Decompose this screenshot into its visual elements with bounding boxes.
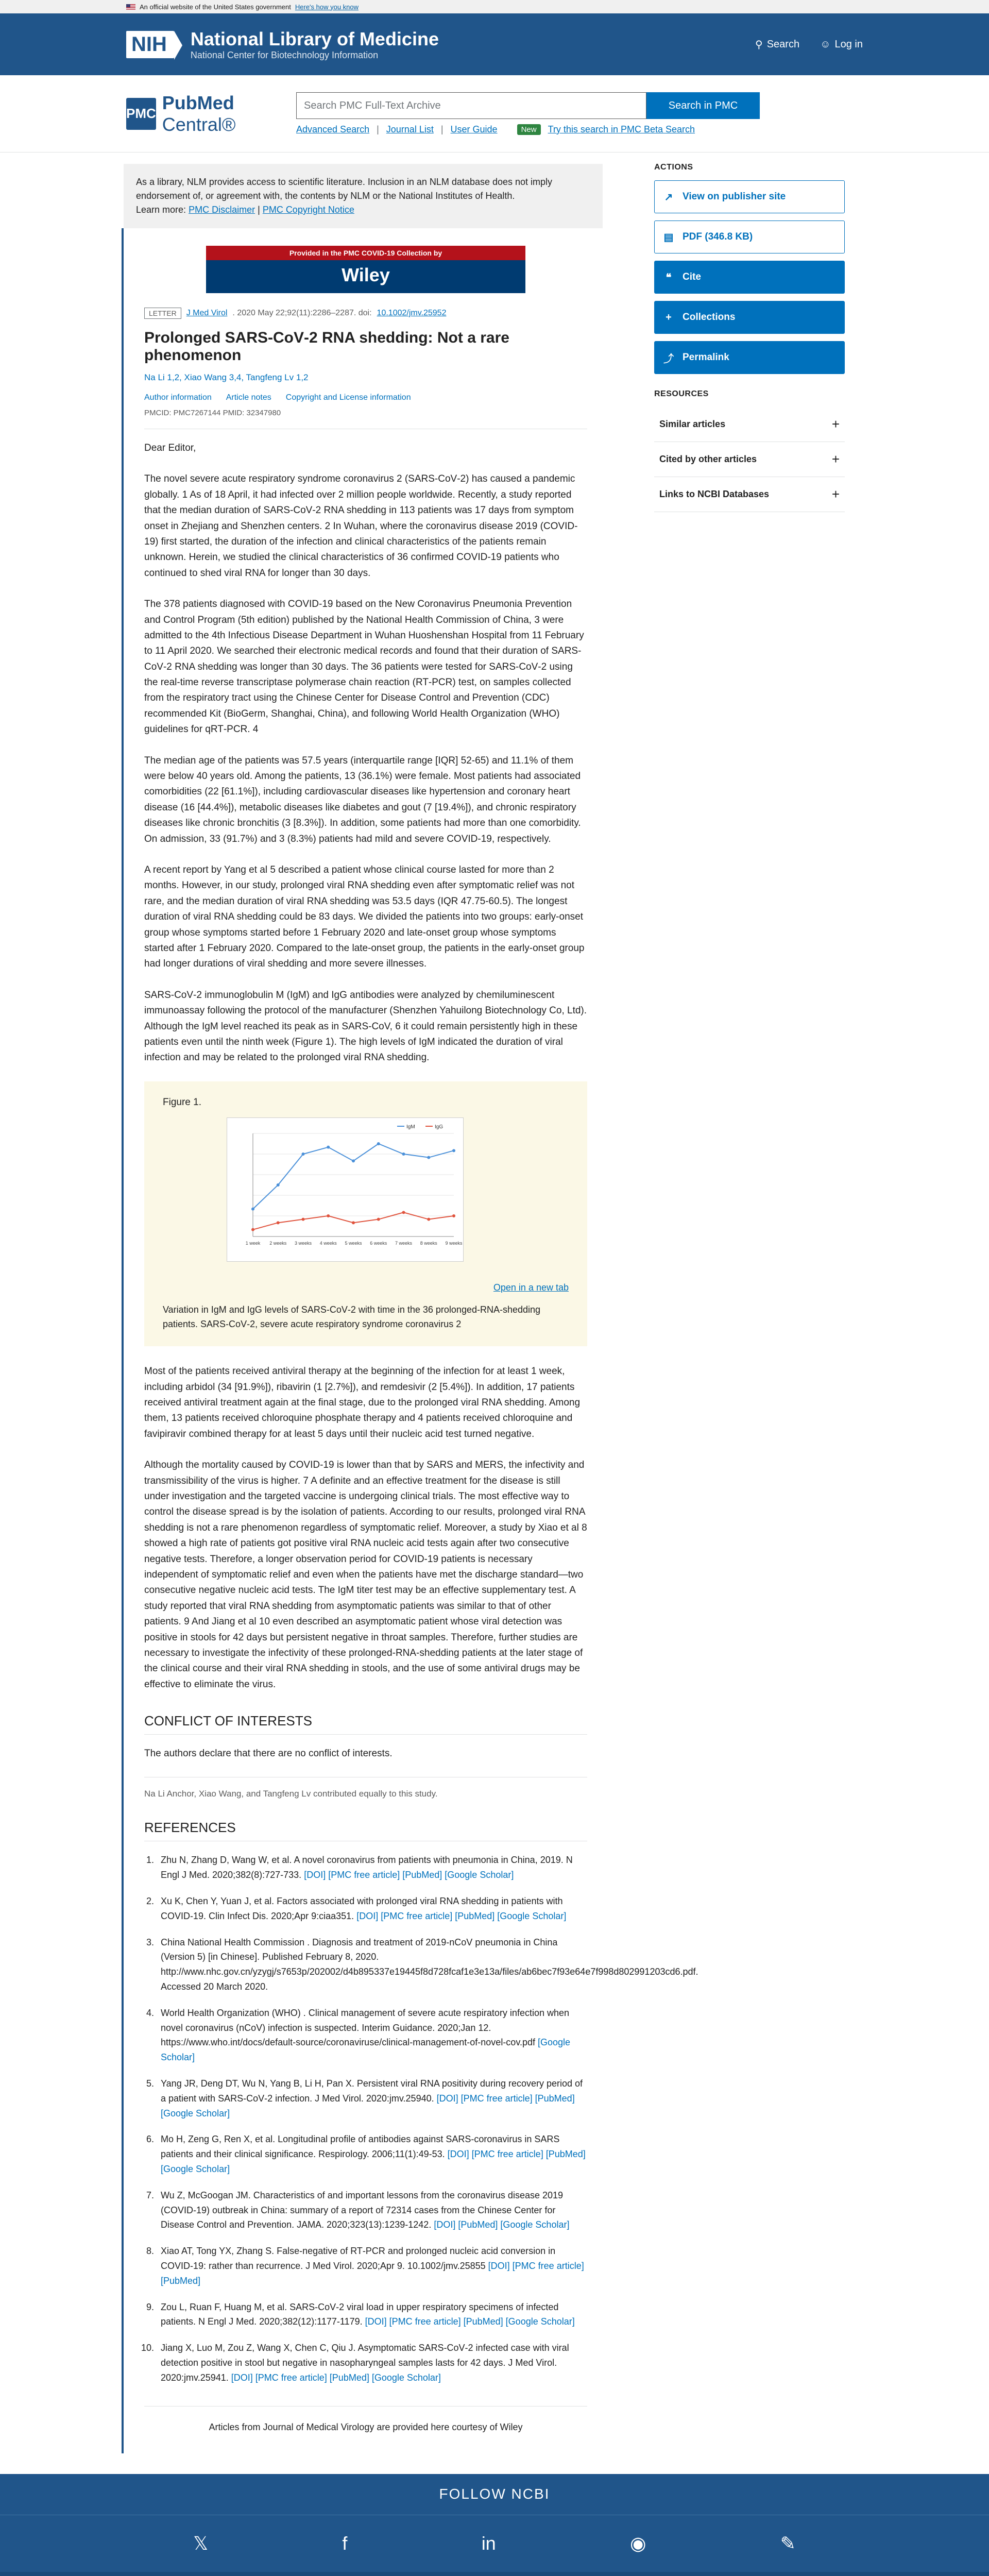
pdf-label: PDF (346.8 KB) [683, 231, 753, 242]
chart-point-IgM [352, 1159, 355, 1162]
citation-text: . 2020 May 22;92(11):2286–2287. doi: [232, 309, 372, 317]
view-publisher-button[interactable] [654, 180, 845, 213]
chart-legend-label: IgM [406, 1124, 415, 1130]
header-search-label: Search [766, 38, 800, 50]
chart-x-tick-label: 3 weeks [294, 1240, 312, 1246]
article-type-tag: LETTER [144, 308, 181, 319]
gov-banner-text: An official website of the United States government [140, 3, 291, 11]
chart-point-IgM [327, 1145, 330, 1148]
cited-by-label: Cited by other articles [659, 454, 757, 464]
pmc-disclaimer-link[interactable]: PMC Disclaimer [189, 205, 255, 215]
reference-text: China National Health Commission . Diagnosis and treatment of 2019‐nCoV pneumonia in China (Version 5) [in Chinese]. Published February 8, 2020. http://www.nhc.gov.cn/yzygj/s7653p/202002/d4b895337e19445f8d728fcaf1e3e13a/files/ab6bec7f93e64e7f998d802991203cd6.pdf. Accessed 20 March 2020. [161, 1937, 698, 1992]
reference-item [157, 2006, 587, 2065]
reference-item [157, 1894, 587, 1924]
chart-series-line-IgM [253, 1144, 454, 1209]
reference-item [157, 2300, 587, 2330]
chart-x-tick-label: 2 weeks [269, 1240, 287, 1246]
ncbi-links-label: Links to NCBI Databases [659, 489, 770, 499]
x-icon[interactable]: 𝕏 [193, 2532, 209, 2554]
chart-point-IgM [251, 1207, 254, 1210]
reference-text: Xu K, Chen Y, Yuan J, et al. Factors associated with prolonged viral RNA shedding in patients with COVID‐19. Clin Infect Dis. 2020;Apr 9:ciaa351. [161, 1896, 563, 1921]
reference-links[interactable]: [DOI] [PMC free article] [PubMed] [Google Scholar] [356, 1910, 567, 1921]
publisher-banner[interactable] [206, 246, 525, 293]
sidebar [654, 152, 845, 2453]
publisher-name: Wiley [342, 264, 390, 285]
permalink-button[interactable] [654, 341, 845, 374]
cite-label: Cite [683, 272, 701, 282]
view-publisher-label: View on publisher site [683, 191, 786, 202]
paragraph-4: A recent report by Yang et al 5 described a patient whose clinical course lasted for more than 2 months. However, in our study, prolonged viral RNA shedding even after symptomatic relief was not rare, and the median duration of viral RNA shedding was 53.5 days (IQR 47.75‐60.5). The longest duration of viral RNA shedding could be 83 days. We divided the patients into two groups: early‐onset group whose symptoms started before 1 February 2020 and late‐onset group whose symptoms started after 1 February 2020. Compared to the late‐onset group, the patients in the early‐onset group had longer durations of viral shedding and more severe illnesses. [144, 864, 585, 970]
coi-text: The authors declare that there are no conflict of interests. [144, 1748, 393, 1759]
user-guide-link[interactable]: User Guide [450, 124, 498, 134]
nlm-subtitle: National Center for Biotechnology Information [190, 49, 379, 60]
journal-link[interactable]: J Med Virol [186, 309, 228, 317]
reference-text: Mo H, Zeng G, Ren X, et al. Longitudinal profile of antibodies against SARS‐coronavirus in SARS patients and their clinical significance. Respirology. 2006;11(1):49‐53. [161, 2134, 560, 2160]
reference-item [157, 2132, 587, 2176]
reference-item [157, 1935, 698, 1994]
author-list[interactable]: Na Li 1,2, Xiao Wang 3,4, Tangfeng Lv 1,2 [144, 372, 309, 382]
reference-links[interactable]: [DOI] [PMC free article] [PubMed] [Google Scholar] [161, 2149, 586, 2175]
reference-links[interactable]: [DOI] [PMC free article] [PubMed] [161, 2261, 584, 2286]
paragraph-2: The 378 patients diagnosed with COVID‐19 based on the New Coronavirus Pneumonia Prevention and Control Program (5th edition) published by the National Health Commission of China, 3 were admitted to the 4th Infectious Disease Department in Wuhan Huoshenshan Hospital from 11 February to 11 April 2020. We searched their electronic medical records and found that their duration of SARS‐CoV‐2 RNA shedding was longer than 30 days. The 36 patients were tested for SARS‐CoV‐2 using the real‐time reverse transcriptase polymerase chain reaction (RT‐PCR) test, on samples collected from the respiratory tract using the Chinese Center for Disease Control and Prevention (CDC) recommended Kit (BioGerm, Shanghai, China), and following World Health Organization (WHO) guidelines for qRT‐PCR. 4 [144, 599, 584, 735]
facebook-icon[interactable]: f [342, 2532, 348, 2554]
courtesy-note: Articles from Journal of Medical Virology are provided here courtesy of Wiley [144, 2406, 587, 2453]
login-label: Log in [834, 38, 863, 50]
resources-heading: RESOURCES [654, 389, 709, 398]
chart-point-IgG [452, 1214, 455, 1217]
reference-text: Yang JR, Deng DT, Wu N, Yang B, Li H, Pan X. Persistent viral RNA positivity during recovery period of a patient with SARS‐CoV‐2 infection. J Med Virol. 2020:jmv.25940. [161, 2078, 583, 2104]
linkedin-icon[interactable]: in [481, 2532, 496, 2554]
ncbi-links-toggle[interactable] [654, 477, 845, 512]
us-flag-icon [126, 4, 135, 10]
collections-label: Collections [683, 312, 736, 323]
advanced-search-link[interactable]: Advanced Search [296, 124, 370, 134]
actions-heading: ACTIONS [654, 163, 693, 172]
pmc-badge: PMC [126, 98, 156, 130]
salutation: Dear Editor, [144, 443, 196, 453]
beta-search-link[interactable]: Try this search in PMC Beta Search [548, 124, 695, 134]
search-icon: ⚲ [755, 39, 763, 50]
plus-icon: + [831, 451, 840, 467]
article-notes-toggle[interactable]: Article notes [226, 393, 271, 402]
reference-links[interactable]: [DOI] [PMC free article] [PubMed] [Google Scholar] [304, 1870, 514, 1880]
chart-x-tick-label: 6 weeks [370, 1240, 387, 1246]
pdf-icon: ▤ [663, 231, 674, 243]
similar-articles-label: Similar articles [659, 419, 726, 429]
paragraph-3: The median age of the patients was 57.5 years (interquartile range [IQR] 52‐65) and 11.1% of them were below 40 years old. Among the patients, 13 (36.1%) were female. Most patients had associated comorbidities (22 [61.1%]), including cardiovascular diseases like hypertension and coronary heart disease (16 [44.4%]), metabolic diseases like diabetes and gout (7 [19.4%]), and chronic respiratory diseases like chronic bronchitis (3 [8.3%]). In addition, some patients had more than one comorbidity. On admission, 33 (91.7%) and 3 (8.3%) patients had mild and severe COVID‐19, respectively. [144, 755, 581, 844]
chart-legend-label: IgG [435, 1124, 444, 1130]
cited-by-toggle[interactable] [654, 442, 845, 477]
chart-point-IgM [452, 1149, 455, 1152]
follow-ncbi-section [0, 2474, 989, 2572]
journal-list-link[interactable]: Journal List [386, 124, 434, 134]
figure-1 [144, 1081, 587, 1347]
learn-more-label: Learn more: [136, 205, 186, 215]
cite-button[interactable] [654, 261, 845, 294]
publisher-banner-top: Provided in the PMC COVID-19 Collection by [206, 246, 525, 260]
chart-point-IgG [352, 1221, 355, 1224]
figure-chart [227, 1118, 464, 1262]
contribution-note: Na Li Anchor, Xiao Wang, and Tangfeng Lv contributed equally to this study. [144, 1789, 438, 1799]
doi-link[interactable]: 10.1002/jmv.25952 [377, 309, 447, 317]
chart-x-tick-label: 1 week [245, 1240, 261, 1246]
chart-series-line-IgG [253, 1212, 454, 1229]
article-ids: PMCID: PMC7267144 PMID: 32347980 [144, 409, 281, 417]
login-button[interactable] [820, 38, 863, 51]
permalink-label: Permalink [683, 352, 729, 363]
reference-text: Zhu N, Zhang D, Wang W, et al. A novel coronavirus from patients with pneumonia in China, 2019. N Engl J Med. 2020;382(8):727‐733. [161, 1855, 573, 1880]
chart-x-tick-label: 9 weeks [445, 1240, 463, 1246]
chart-point-IgG [277, 1221, 280, 1224]
copyright-toggle[interactable]: Copyright and License information [285, 393, 411, 402]
nlm-header [0, 13, 989, 75]
chart-x-tick-label: 8 weeks [420, 1240, 437, 1246]
reference-links[interactable]: [DOI] [PMC free article] [PubMed] [Google Scholar] [365, 2316, 575, 2327]
reference-links[interactable]: [DOI] [PubMed] [Google Scholar] [434, 2219, 570, 2230]
author-info-toggle[interactable]: Author information [144, 393, 212, 402]
chart-point-IgG [327, 1214, 330, 1217]
reference-links[interactable]: [DOI] [PMC free article] [PubMed] [Google Scholar] [231, 2372, 441, 2383]
footer-links [0, 2572, 989, 2576]
reference-links[interactable]: [DOI] [PMC free article] [PubMed] [Google Scholar] [161, 2093, 575, 2119]
chart-point-IgG [302, 1217, 305, 1221]
reference-list [144, 1853, 698, 2385]
article-title: Prolonged SARS‐CoV‐2 RNA shedding: Not a rare phenomenon [144, 329, 509, 364]
reference-text: Jiang X, Luo M, Zou Z, Wang X, Chen C, Qiu J. Asymptomatic SARS‐CoV‐2 infected case with viral detection positive in stool but negative in nasopharyngeal samples lasts for 42 days. J Med Virol. 2020:jmv.25941. [161, 2343, 569, 2383]
reference-text: Wu Z, McGoogan JM. Characteristics of and important lessons from the coronavirus disease 2019 (COVID‐19) outbreak in China: summary of a report of 72314 cases from the Chinese Center for Disease Control and Prevention. JAMA. 2020;323(13):1239‐1242. [161, 2190, 564, 2230]
chart-point-IgM [277, 1183, 280, 1187]
chart-point-IgM [427, 1156, 430, 1159]
blog-icon[interactable]: ✎ [780, 2532, 796, 2554]
pmc-logo[interactable] [126, 92, 296, 135]
new-badge: New [517, 124, 541, 135]
reference-text: Zou L, Ruan F, Huang M, et al. SARS‐CoV‐2 viral load in upper respiratory specimens of infected patients. N Engl J Med. 2020;382(12):1177‐1179. [161, 2301, 559, 2327]
pmc-search-input[interactable]: Search PMC Full-Text Archive [296, 92, 646, 119]
pmc-search-button[interactable]: Search in PMC [646, 92, 760, 119]
chart-x-tick-label: 5 weeks [345, 1240, 362, 1246]
gov-banner [0, 0, 989, 13]
nlm-logo[interactable] [126, 28, 439, 61]
references-heading: REFERENCES [144, 1820, 587, 1841]
reference-item [157, 2076, 587, 2121]
nlm-title: National Library of Medicine [190, 28, 439, 49]
nih-logo: NIH [126, 31, 174, 58]
reference-text: Xiao AT, Tong YX, Zhang S. False‐negative of RT‐PCR and prolonged nucleic acid conversion in COVID‐19: rather than recurrence. J Med Virol. 2020;Apr 9. 10.1002/jmv.25855 [161, 2246, 556, 2271]
pmc-name-b: Central® [162, 113, 236, 135]
github-icon[interactable]: ◉ [629, 2532, 646, 2554]
reference-text: World Health Organization (WHO) . Clinical management of severe acute respiratory infection when novel coronavirus (nCoV) infection is suspected. Interim Guidance. 2020;Jan 12. https://www.who.int/docs/default-source/coronaviruse/clinical-management-of-novel-cov.pdf [161, 2007, 570, 2048]
chart-x-tick-label: 7 weeks [395, 1240, 413, 1246]
reference-item [157, 1853, 587, 1883]
disclaimer [124, 164, 603, 228]
paragraph-1: The novel severe acute respiratory syndrome coronavirus 2 (SARS‐CoV‐2) has caused a pandemic globally. 1 As of 18 April, it had infected over 2 million people worldwide. Recently, a study reported that the median duration of SARS‐CoV‐2 RNA shedding in 113 patients was 17 days from symptom onset in Zhejiang and Shenzhen centers. 2 In Wuhan, where the coronavirus disease 2019 (COVID‐19) first started, the duration of the infection and clinical characteristics of the patients remain unknown. Herein, we studied the clinical characteristics of 36 confirmed COVID‐19 patients who continued to shed viral RNA for longer than 30 days. [144, 473, 578, 579]
pdf-button[interactable] [654, 221, 845, 253]
reference-item [157, 2244, 587, 2288]
share-icon: ⤴ [663, 353, 674, 365]
coi-heading: CONFLICT OF INTERESTS [144, 1713, 587, 1735]
reference-item [157, 2188, 587, 2232]
quote-icon: ❝ [666, 272, 672, 283]
header-search-button[interactable] [755, 38, 799, 51]
citation-line [144, 308, 587, 319]
chart-point-IgG [251, 1228, 254, 1231]
disclaimer-separator: | [258, 205, 260, 215]
chart-x-tick-label: 4 weeks [319, 1240, 337, 1246]
pmc-copyright-link[interactable]: PMC Copyright Notice [262, 205, 354, 215]
plus-icon: + [666, 311, 672, 323]
paragraph-5: SARS‐CoV‐2 immunoglobulin M (IgM) and IgG antibodies were analyzed by chemiluminescent immunoassay following the protocol of the manufacturer (Shenzhen Yahuilong Biotechnology Co, Ltd). Although the IgM level reached its peak as in SARS‐CoV, 6 it could remain persistently high in these patients even until the ninth week (Figure 1). The high levels of IgM indicated the duration of viral infection and may be related to the prolonged viral RNA shedding. [144, 989, 587, 1063]
figure-title: Figure 1. [163, 1096, 201, 1108]
reference-links[interactable]: [Google Scholar] [161, 2037, 571, 2063]
chart-point-IgM [402, 1153, 405, 1156]
reference-item [157, 2341, 587, 2385]
open-figure-link[interactable]: Open in a new tab [493, 1282, 569, 1293]
external-link-icon: ↗ [664, 191, 673, 203]
pmc-name-a: PubMed [162, 92, 234, 113]
pmc-header: PMC PubMed Central® Search PMC Full-Text Archive Search in PMC Advanced Search | Journal List | User Guide New Try this search in PMC Beta Search [0, 75, 989, 152]
chart-point-IgM [302, 1153, 305, 1156]
plus-icon: + [831, 416, 840, 432]
follow-ncbi-heading: FOLLOW NCBI [0, 2474, 989, 2515]
chart-point-IgG [402, 1211, 405, 1214]
chart-point-IgG [377, 1217, 380, 1221]
similar-articles-toggle[interactable] [654, 407, 845, 442]
paragraph-6: Most of the patients received antiviral therapy at the beginning of the infection for at least 1 week, including arbidol (34 [91.9%]), ribavirin (1 [2.7%]), and remdesivir (2 [5.4%]). In addition, 17 patients received antiviral treatment again at the final stage, due to the prolonged viral RNA shedding. Among them, 13 patients received chloroquine phosphate therapy and 4 patients received chloroquine and favipiravir combined therapy for at least 5 days until their nucleic acid test turned negative. [144, 1366, 581, 1439]
chart-point-IgM [377, 1142, 380, 1145]
disclaimer-text: As a library, NLM provides access to scientific literature. Inclusion in an NLM database does not imply endorsement of, or agreement with, the contents by NLM or the National Institutes of Health. [136, 177, 553, 201]
how-you-know-link[interactable]: Here's how you know [295, 3, 359, 11]
plus-icon: + [831, 486, 840, 502]
user-icon: ☺ [820, 38, 831, 50]
figure-image[interactable] [227, 1117, 464, 1262]
figure-caption: Variation in IgM and IgG levels of SARS‐CoV‐2 with time in the 36 prolonged‐RNA‐shedding patients. SARS‐CoV‐2, severe acute respiratory syndrome coronavirus 2 [163, 1304, 541, 1330]
collections-button[interactable] [654, 301, 845, 334]
chart-point-IgG [427, 1217, 430, 1221]
paragraph-7: Although the mortality caused by COVID‐19 is lower than that by SARS and MERS, the infectivity and transmissibility of the virus is higher. 7 A definite and an effective treatment for the disease is still under investigation and the targeted vaccine is undergoing clinical trials. The most effective way to control the disease spread is by the isolation of patients. According to our results, prolonged viral RNA shedding is not a rare phenomenon regardless of symptomatic relief. Moreover, a study by Xiao et al 8 showed a high rate of patients got positive viral RNA nucleic acid tests again after two consecutive negative tests. Therefore, a longer observation period for COVID‐19 patients is necessary independent of symptomatic relief and even when the patients have met the discharge standard—two consecutive negative nucleic acid tests. The IgM titer test may be an effective supplementary test. A study reported that viral RNA shedding from asymptomatic patients was similar to that of other patients. 9 And Jiang et al 10 even described an asymptomatic patient whose viral detection was positive in stools for 42 days but persistent negative in throat samples. Therefore, further studies are necessary to investigate the infectivity of these prolonged‐RNA‐shedding patients at the later stage of the clinical course and their viral RNA shedding in stools, and the use of some antiviral drugs may be effective to eliminate the virus. [144, 1460, 587, 1690]
